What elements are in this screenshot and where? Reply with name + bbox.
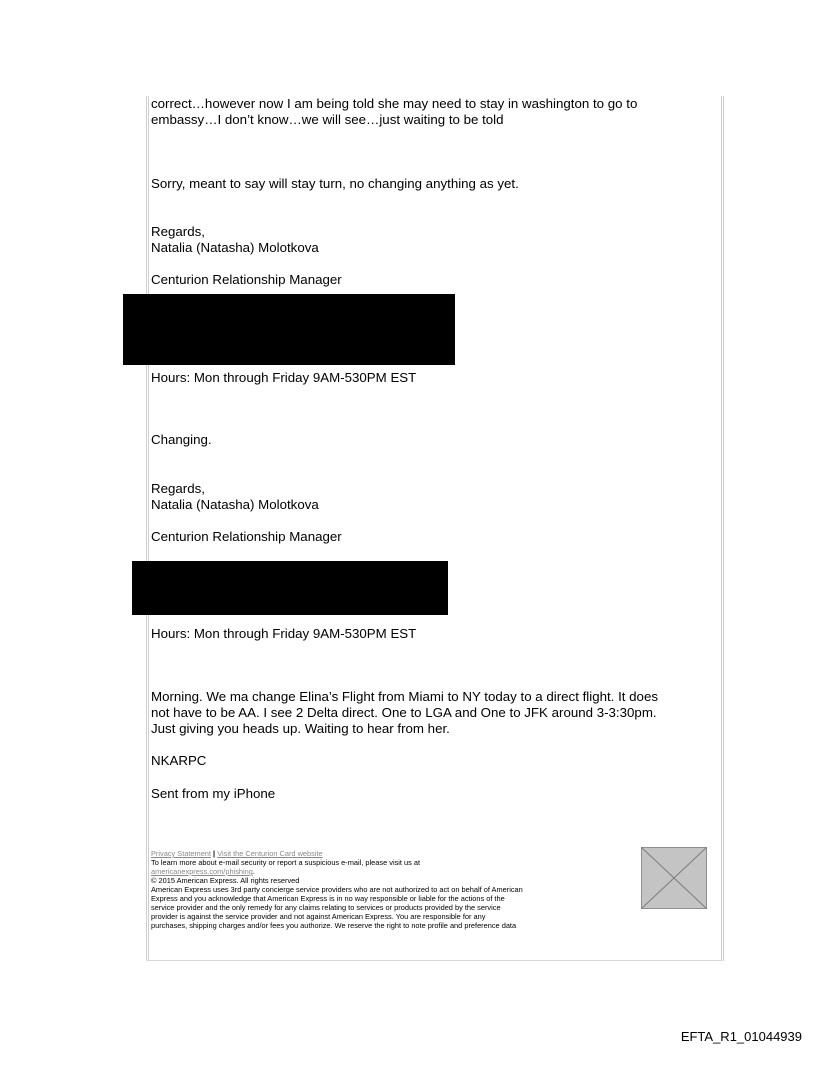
body-line: correct…however now I am being told she may need to stay in washington to go to <box>151 96 638 111</box>
footer-text: purchases, shipping charges and/or fees you authorize. We reserve the right to note profile and preference data <box>151 921 517 930</box>
body-line: Sent from my iPhone <box>151 786 276 801</box>
sig-role: Centurion Relationship Manager <box>151 529 342 544</box>
body-line: Changing. <box>151 432 212 447</box>
sig-hours: Hours: Mon through Friday 9AM-530PM EST <box>151 626 417 641</box>
footer-text: provider is against the service provider and not against American Express. You are responsible for any <box>151 912 486 921</box>
link-separator: | <box>213 849 216 858</box>
footer-text: © 2015 American Express. All rights reserved <box>151 876 300 885</box>
sig-name: Natalia (Natasha) Molotkova <box>151 497 319 512</box>
sig-name: Natalia (Natasha) Molotkova <box>151 240 319 255</box>
sig-role: Centurion Relationship Manager <box>151 272 342 287</box>
centurion-website-link[interactable]: Visit the Centurion Card website <box>217 849 323 858</box>
body-line: Morning. We ma change Elina’s Flight from Miami to NY today to a direct flight. It does <box>151 689 658 704</box>
footer-text: American Express uses 3rd party concierge service providers who are not authorized to act on behalf of American <box>151 885 523 894</box>
redaction-box <box>123 294 455 365</box>
footer-phishing-line: americanexpress.com/phishing. <box>151 867 255 876</box>
footer-text: Express and you acknowledge that American Express is in no way responsible or liable for the actions of the <box>151 894 505 903</box>
sig-hours: Hours: Mon through Friday 9AM-530PM EST <box>151 370 417 385</box>
footer-text: To learn more about e-mail security or report a suspicious e-mail, please visit us at <box>151 858 421 867</box>
broken-image-icon <box>641 847 707 909</box>
body-line: NKARPC <box>151 753 207 768</box>
document-id: EFTA_R1_01044939 <box>680 1029 802 1044</box>
redaction-box <box>132 561 448 615</box>
footer-text: service provider and the only remedy for any claims relating to services or products provided by the service <box>151 903 501 912</box>
body-line: embassy…I don’t know…we will see…just waiting to be told <box>151 112 504 127</box>
sig-regards: Regards, <box>151 481 205 496</box>
phishing-link[interactable]: americanexpress.com/phishing <box>151 867 253 876</box>
sig-regards: Regards, <box>151 224 205 239</box>
body-line: Sorry, meant to say will stay turn, no changing anything as yet. <box>151 176 519 191</box>
body-line: not have to be AA. I see 2 Delta direct. One to LGA and One to JFK around 3-3:30pm. <box>151 705 657 720</box>
footer-links <box>151 849 323 858</box>
privacy-statement-link[interactable]: Privacy Statement <box>151 849 211 858</box>
body-line: Just giving you heads up. Waiting to hear from her. <box>151 721 450 736</box>
